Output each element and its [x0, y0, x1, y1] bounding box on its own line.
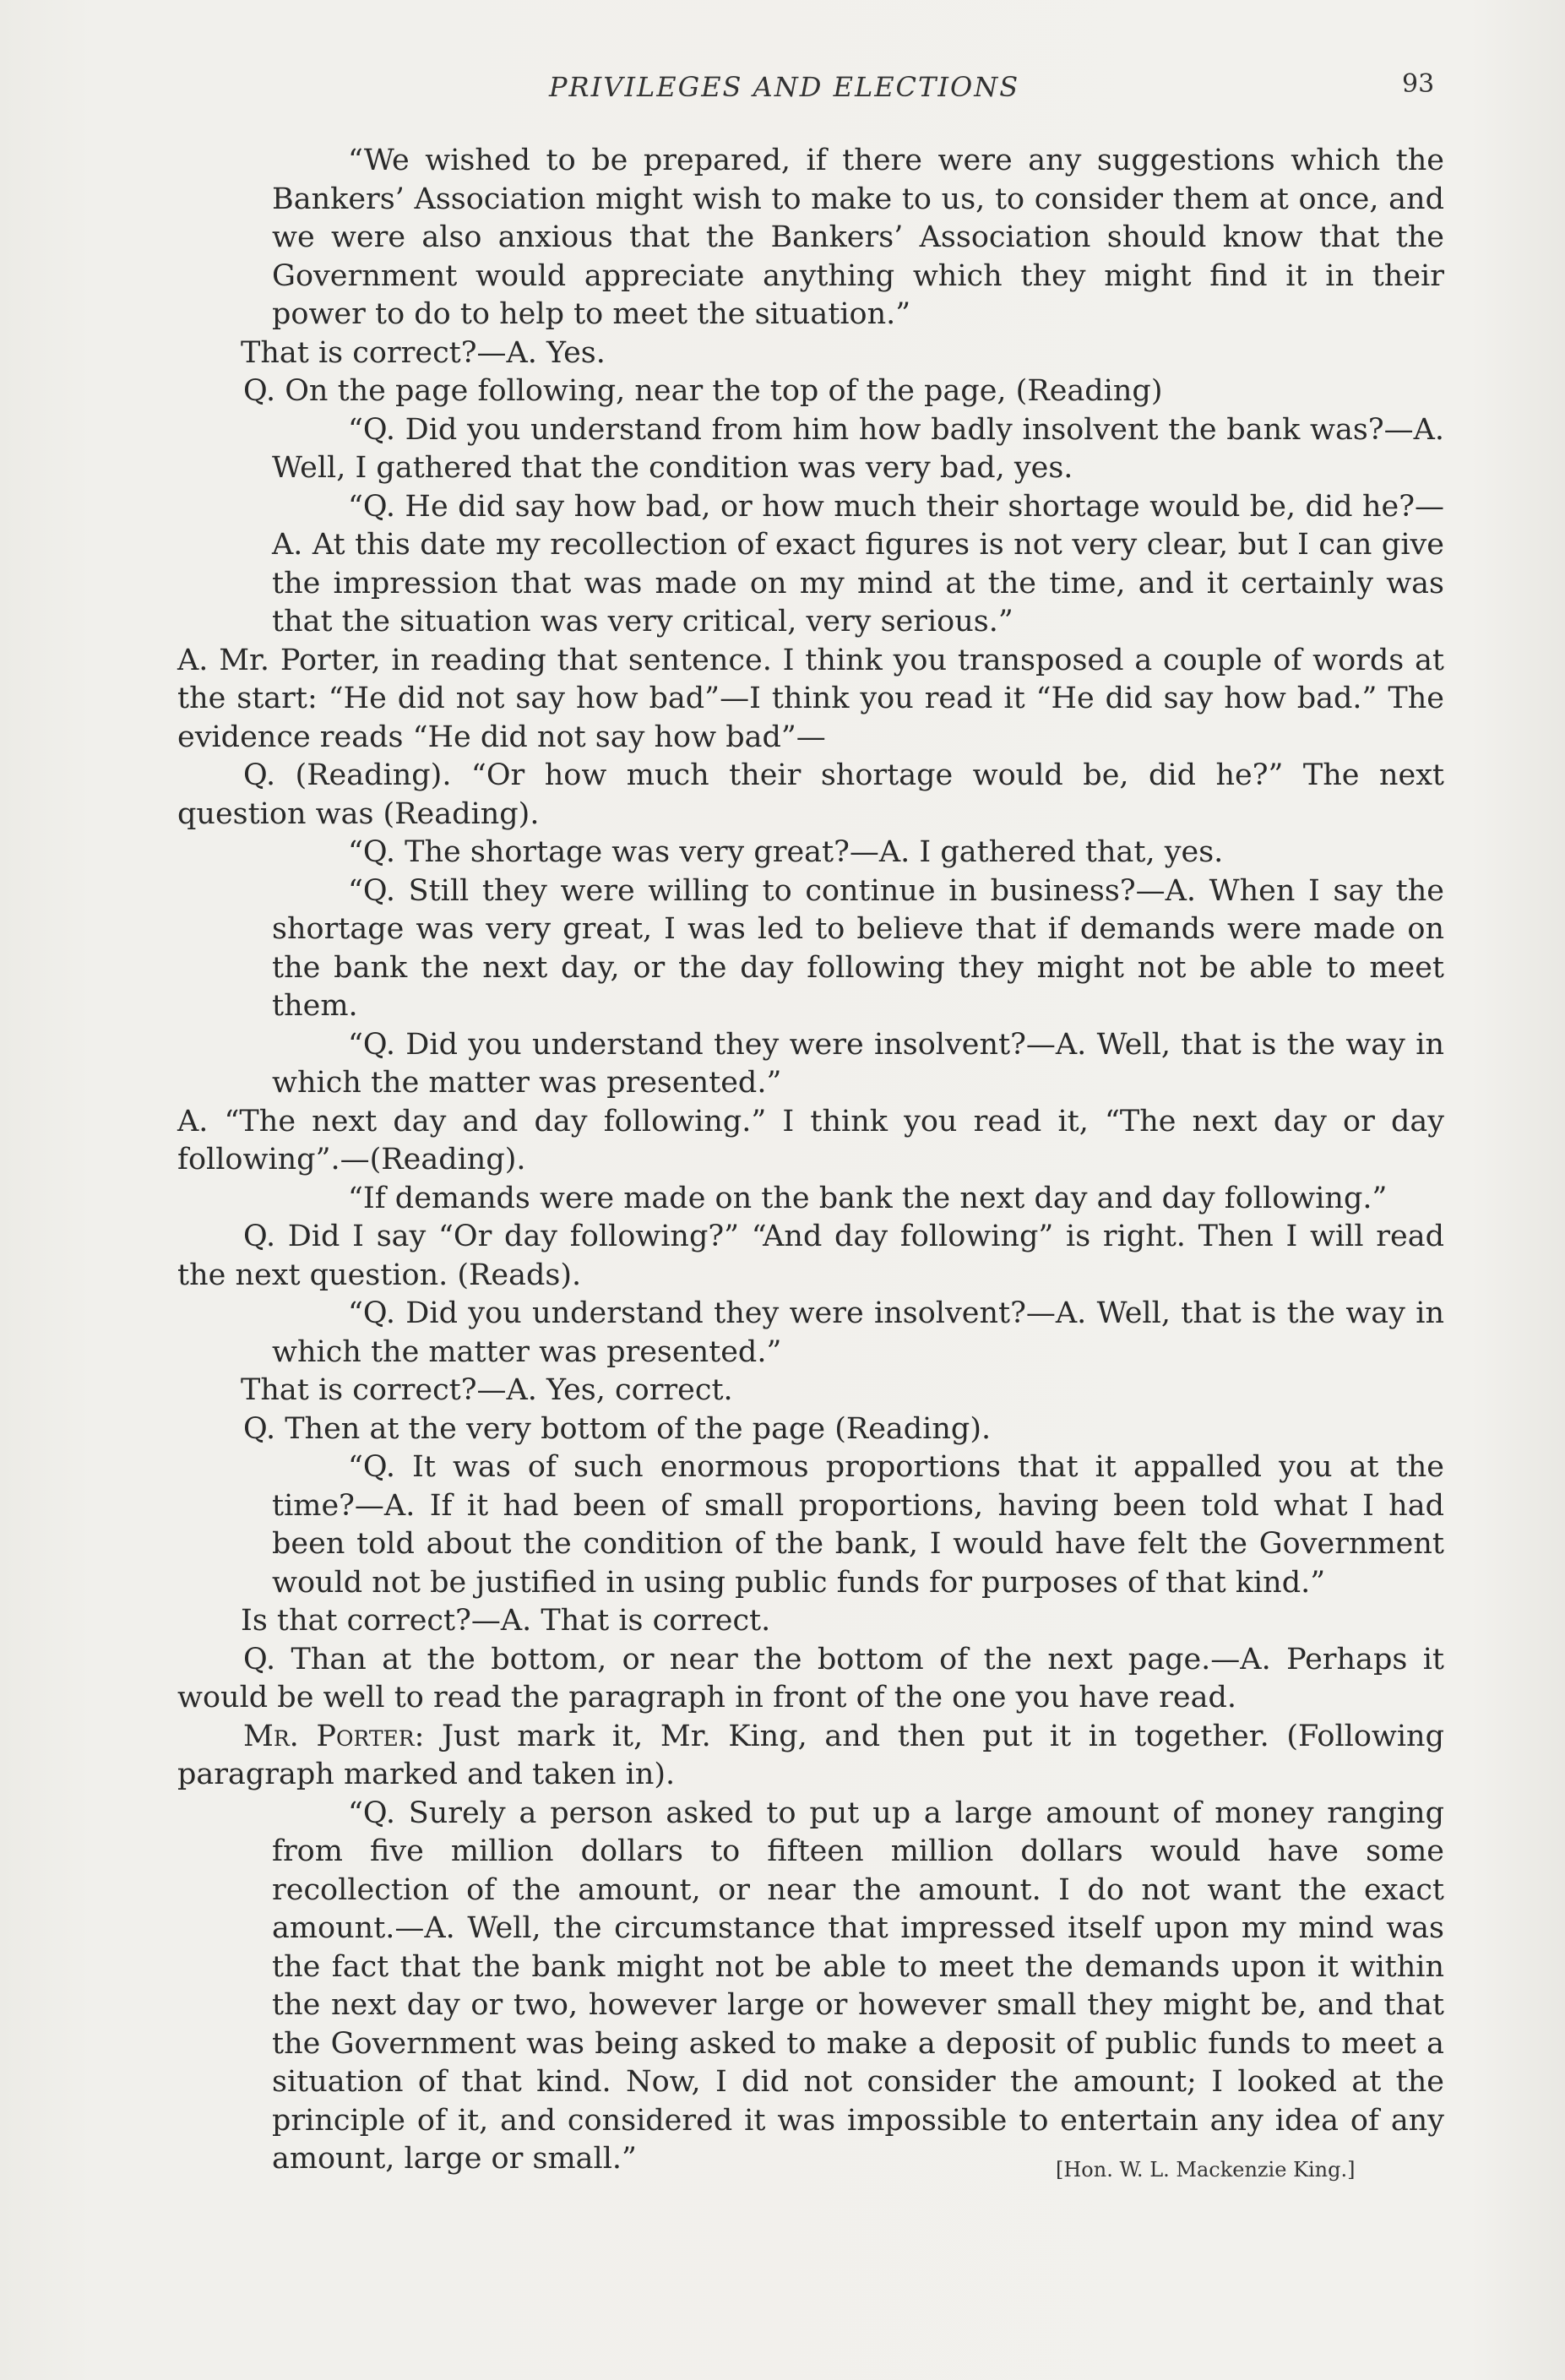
paragraph: Q. On the page following, near the top of the page, (Reading): [243, 374, 1163, 408]
paragraph: Q. (Reading). “Or how much their shortage would be, did he?” The next question was (Reading).: [177, 758, 1444, 831]
paragraph: Q. Did I say “Or day following?” “And day following” is right. Then I will read the next question. (Reads).: [177, 1220, 1444, 1292]
paragraph: A. “The next day and day following.” I think you read it, “The next day or day following”.—(Reading).: [177, 1104, 1444, 1176]
paragraph: “If demands were made on the bank the next day and day following.”: [348, 1181, 1388, 1215]
paragraph: “Q. He did say how bad, or how much their shortage would be, did he?—A. At this date my recollection of exact figures is not very clear, but I can give the impression that was made on my mind at the time, and it certainly was that the situation was very critical, very serious.”: [272, 489, 1444, 638]
document-body: [177, 142, 1444, 2179]
running-head: PRIVILEGES AND ELECTIONS: [549, 71, 1020, 103]
speaker-name: Mr. Porter:: [243, 1719, 425, 1753]
paragraph: “Q. Did you understand they were insolvent?—A. Well, that is the way in which the matter was presented.”: [272, 1296, 1444, 1369]
page-header: [0, 66, 1565, 117]
paragraph: “Q. Did you understand from him how badly insolvent the bank was?—A. Well, I gathered that the condition was very bad, yes.: [272, 412, 1444, 485]
paragraph-text: Just mark it, Mr. King, and then put it in together. (Following paragraph marked and taken in).: [177, 1719, 1444, 1791]
page-number: 93: [1402, 69, 1435, 99]
paragraph: “Q. The shortage was very great?—A. I gathered that, yes.: [348, 835, 1224, 869]
paragraph: “Q. Surely a person asked to put up a large amount of money ranging from five million dollars to fifteen million dollars would have some recollection of the amount, or near the amount. I do not want the exact amount.—A. Well, the circumstance that impressed itself upon my mind was the fact that the bank might not be able to meet the demands upon it within the next day or two, however large or however small they might be, and that the Government was being asked to make a deposit of public funds to meet a situation of that kind. Now, I did not consider the amount; I looked at the principle of it, and considered it was impossible to entertain any idea of any amount, large or small.”: [272, 1796, 1444, 2176]
paragraph: “Q. Still they were willing to continue in business?—A. When I say the shortage was very great, I was led to believe that if demands were made on the bank the next day, or the day following they might not be able to meet them.: [272, 873, 1444, 1023]
footer-credit: [Hon. W. L. Mackenzie King.]: [1056, 2158, 1356, 2182]
paragraph: Q. Than at the bottom, or near the bottom of the next page.—A. Perhaps it would be well to read the paragraph in front of the one you have read.: [177, 1642, 1444, 1714]
paragraph: “Q. It was of such enormous proportions that it appalled you at the time?—A. If it had been of small proportions, having been told what I had been told about the condition of the bank, I would have felt the Government would not be justified in using public funds for purposes of that kind.”: [272, 1450, 1444, 1600]
paragraph: That is correct?—A. Yes, correct.: [241, 1373, 733, 1407]
paragraph: Q. Then at the very bottom of the page (Reading).: [243, 1411, 992, 1446]
paragraph: “Q. Did you understand they were insolvent?—A. Well, that is the way in which the matter was presented.”: [272, 1027, 1444, 1100]
paragraph: A. Mr. Porter, in reading that sentence. I think you transposed a couple of words at the start: “He did not say how bad”—I think you read it “He did say how bad.” The evidence reads “He did not say how bad”—: [177, 643, 1444, 754]
paragraph: [177, 1718, 1444, 1795]
paragraph: That is correct?—A. Yes.: [241, 335, 606, 370]
paragraph: “We wished to be prepared, if there were any suggestions which the Bankers’ Association might wish to make to us, to consider them at once, and we were also anxious that the Bankers’ Association should know that the Government would appreciate anything which they might find it in their power to do to help to meet the situation.”: [272, 144, 1444, 331]
paragraph: Is that correct?—A. That is correct.: [241, 1604, 771, 1638]
